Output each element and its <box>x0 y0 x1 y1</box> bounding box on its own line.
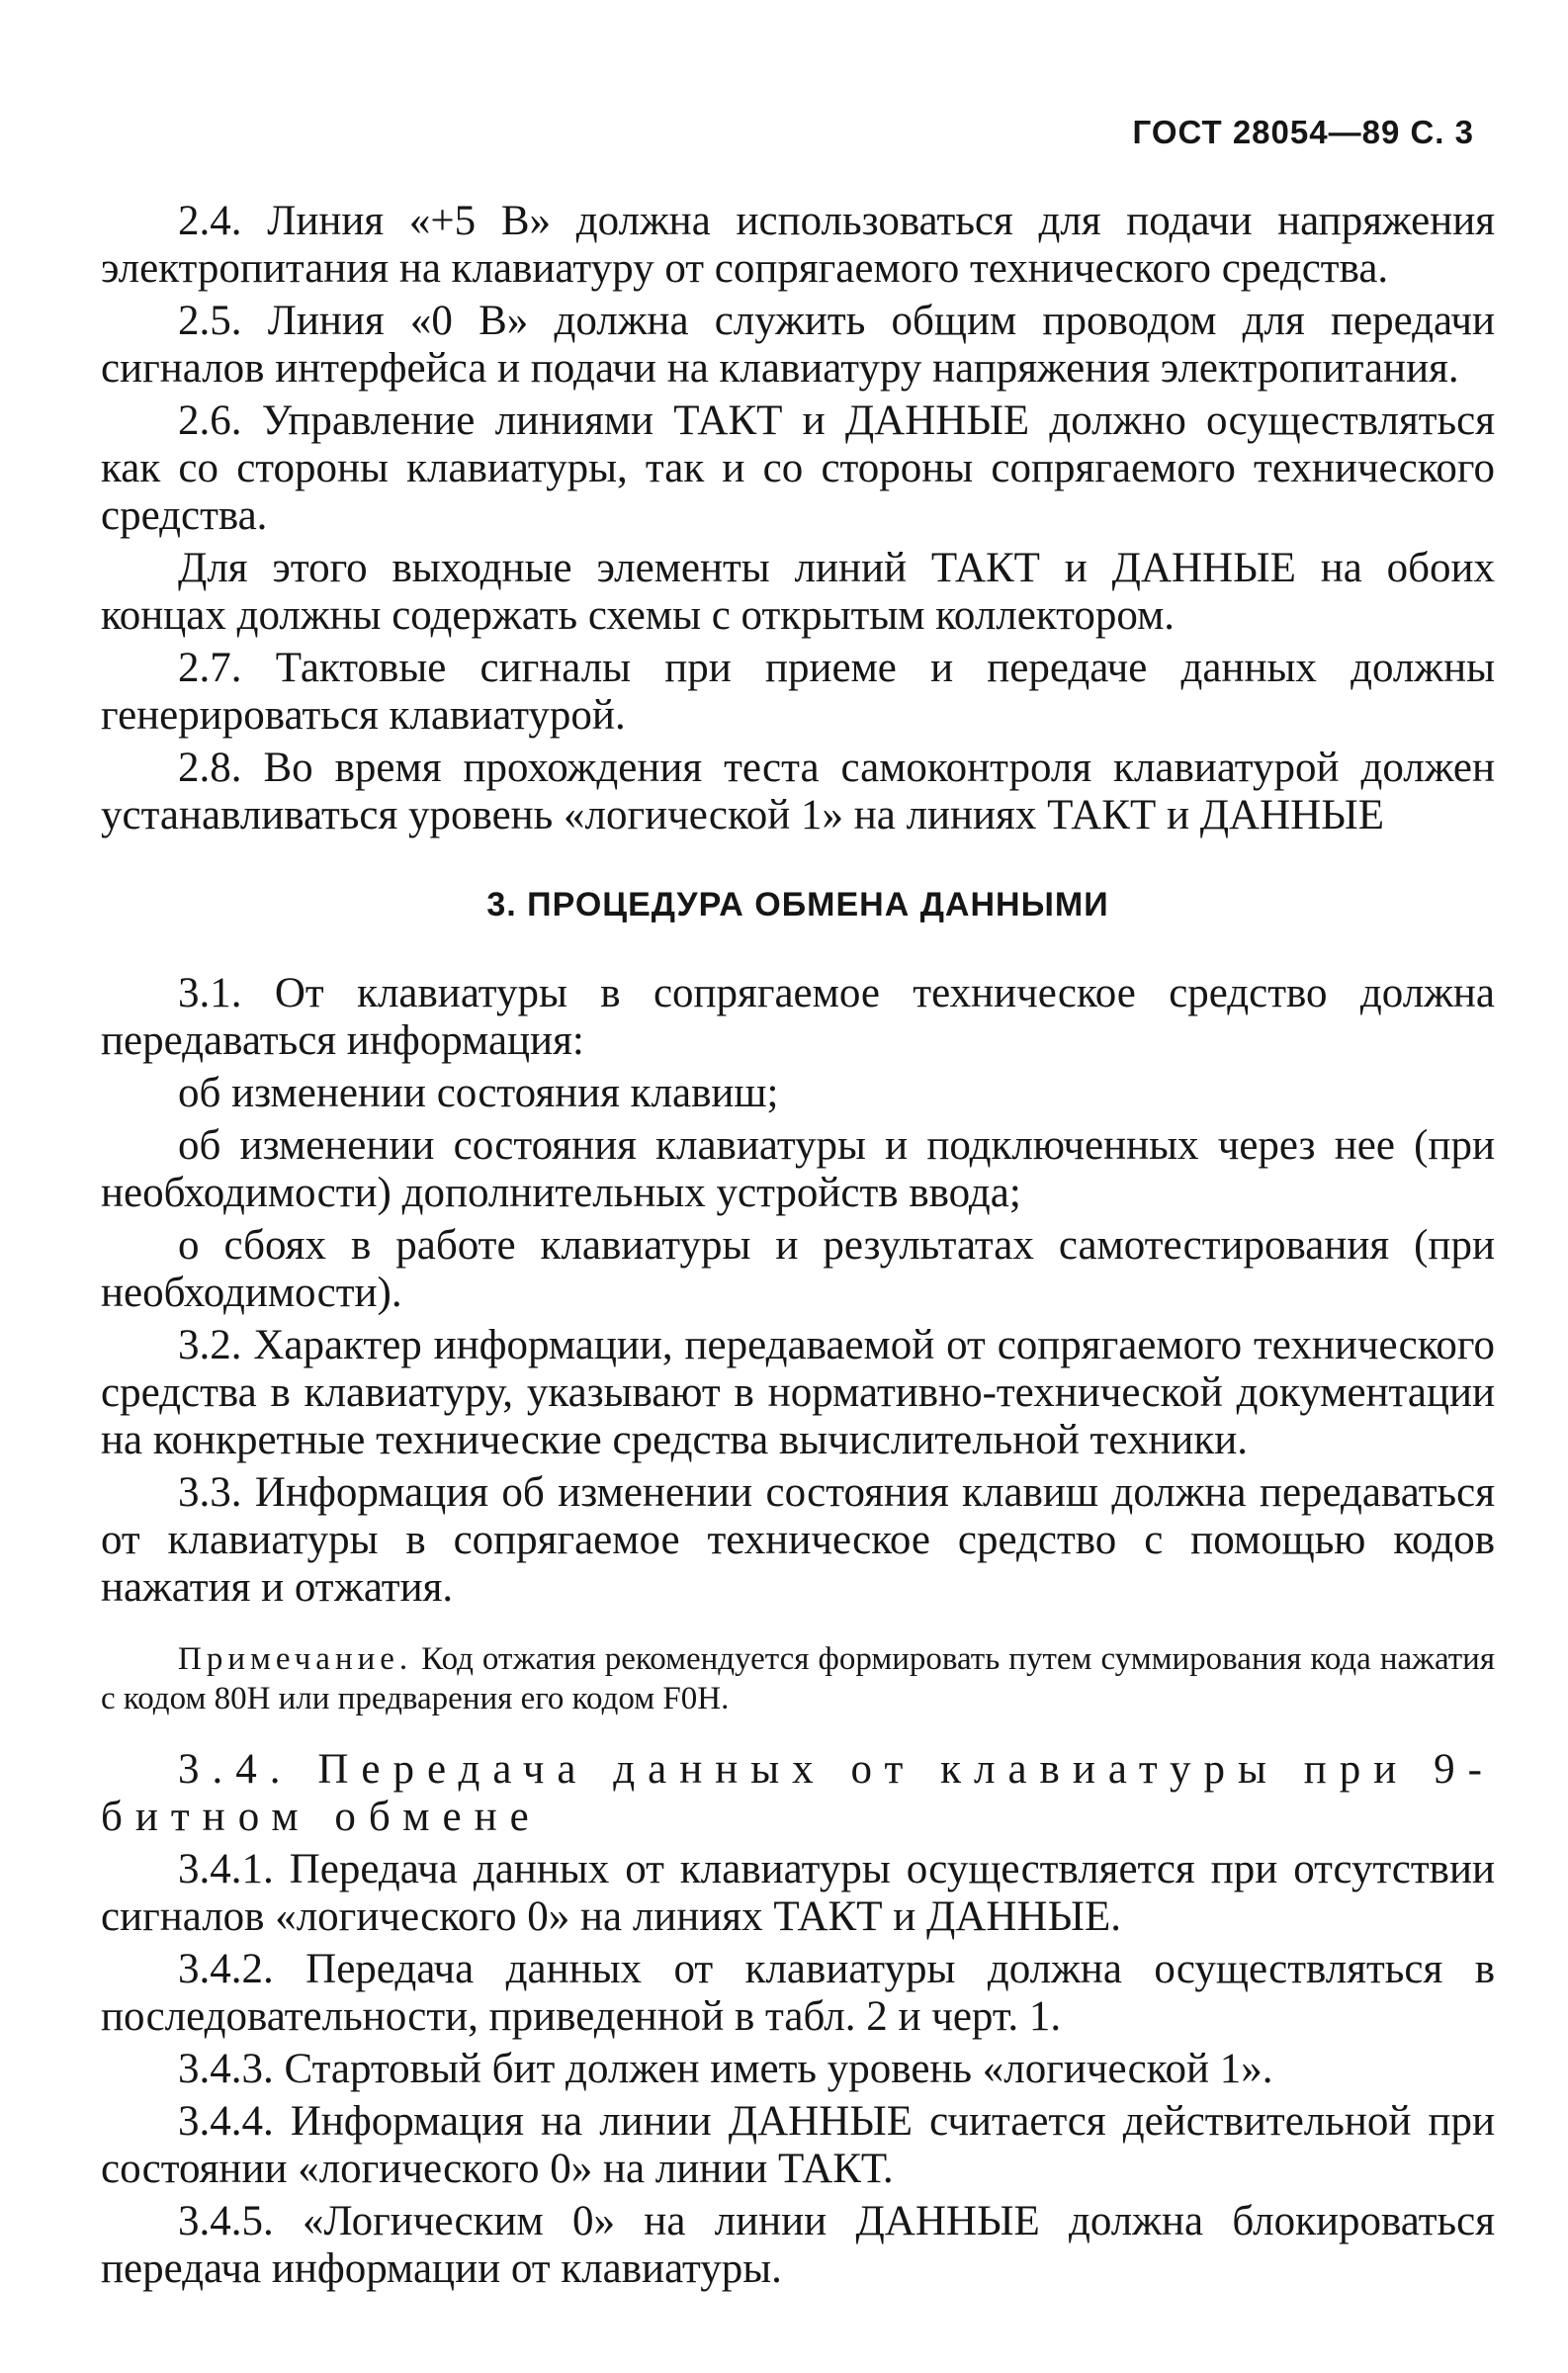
paragraph-2-5: 2.5. Линия «0 В» должна служить общим проводом для передачи сигналов интерфейса и подачи на клавиатуру напряжения электропитания. <box>101 298 1495 392</box>
note-label: Примечание. <box>178 1641 413 1677</box>
info-list <box>101 1070 1495 1317</box>
list-item: об изменении состояния клавиатуры и подключенных через нее (при необходимости) дополнительных устройств ввода; <box>101 1122 1495 1216</box>
note-text: Код отжатия рекомендуется формировать путем суммирования кода нажатия с кодом 80Н или предварения его кодом F0Н. <box>101 1641 1495 1716</box>
list-item: об изменении состояния клавиш; <box>178 1070 779 1116</box>
paragraph-2-4: 2.4. Линия «+5 В» должна использоваться для подачи напряжения электропитания на клавиатуру от сопрягаемого технического средства. <box>101 198 1495 292</box>
paragraph-3-4-3: 3.4.3. Стартовый бит должен иметь уровень «логической 1». <box>178 2046 1273 2092</box>
paragraph-3-4-title: 3.4. Передача данных от клавиатуры при 9-битном обмене <box>101 1746 1495 1840</box>
section-3-title: 3. ПРОЦЕДУРА ОБМЕНА ДАННЫМИ <box>486 886 1109 923</box>
page-header: ГОСТ 28054—89 С. 3 <box>1132 114 1474 150</box>
paragraph-3-1: 3.1. От клавиатуры в сопрягаемое техническое средство должна передаваться информация: <box>101 970 1495 1064</box>
list-item: о сбоях в работе клавиатуры и результатах самотестирования (при необходимости). <box>101 1222 1495 1316</box>
paragraph-3-2: 3.2. Характер информации, передаваемой от сопрягаемого технического средства в клавиатуру, указывают в нормативно-технической документации на конкретные технические средства вычислительной техники. <box>101 1322 1495 1463</box>
paragraph-2-8: 2.8. Во время прохождения теста самоконтроля клавиатурой должен устанавливаться уровень «логической 1» на линиях ТАКТ и ДАННЫЕ <box>101 745 1495 838</box>
note <box>101 1639 1495 1718</box>
paragraph-2-6: 2.6. Управление линиями ТАКТ и ДАННЫЕ должно осуществляться как со стороны клавиатуры, так и со стороны сопрягаемого технического средства. <box>101 397 1495 539</box>
body-text <box>101 198 1495 2298</box>
paragraph-3-4-2: 3.4.2. Передача данных от клавиатуры должна осуществляться в последовательности, приведенной в табл. 2 и черт. 1. <box>101 1946 1495 2040</box>
paragraph-2-6-continued: Для этого выходные элементы линий ТАКТ и ДАННЫЕ на обоих концах должны содержать схемы с открытым коллектором. <box>101 545 1495 639</box>
paragraph-3-3: 3.3. Информация об изменении состояния клавиш должна передаваться от клавиатуры в сопрягаемое техническое средство с помощью кодов нажатия и отжатия. <box>101 1469 1495 1611</box>
paragraph-3-4-4: 3.4.4. Информация на линии ДАННЫЕ считается действительной при состоянии «логического 0» на линии ТАКТ. <box>101 2098 1495 2192</box>
paragraph-3-4-1: 3.4.1. Передача данных от клавиатуры осуществляется при отсутствии сигналов «логического 0» на линиях ТАКТ и ДАННЫЕ. <box>101 1846 1495 1940</box>
paragraph-3-4-5: 3.4.5. «Логическим 0» на линии ДАННЫЕ должна блокироваться передача информации от клавиатуры. <box>101 2198 1495 2292</box>
paragraph-2-7: 2.7. Тактовые сигналы при приеме и передаче данных должны генерироваться клавиатурой. <box>101 645 1495 739</box>
